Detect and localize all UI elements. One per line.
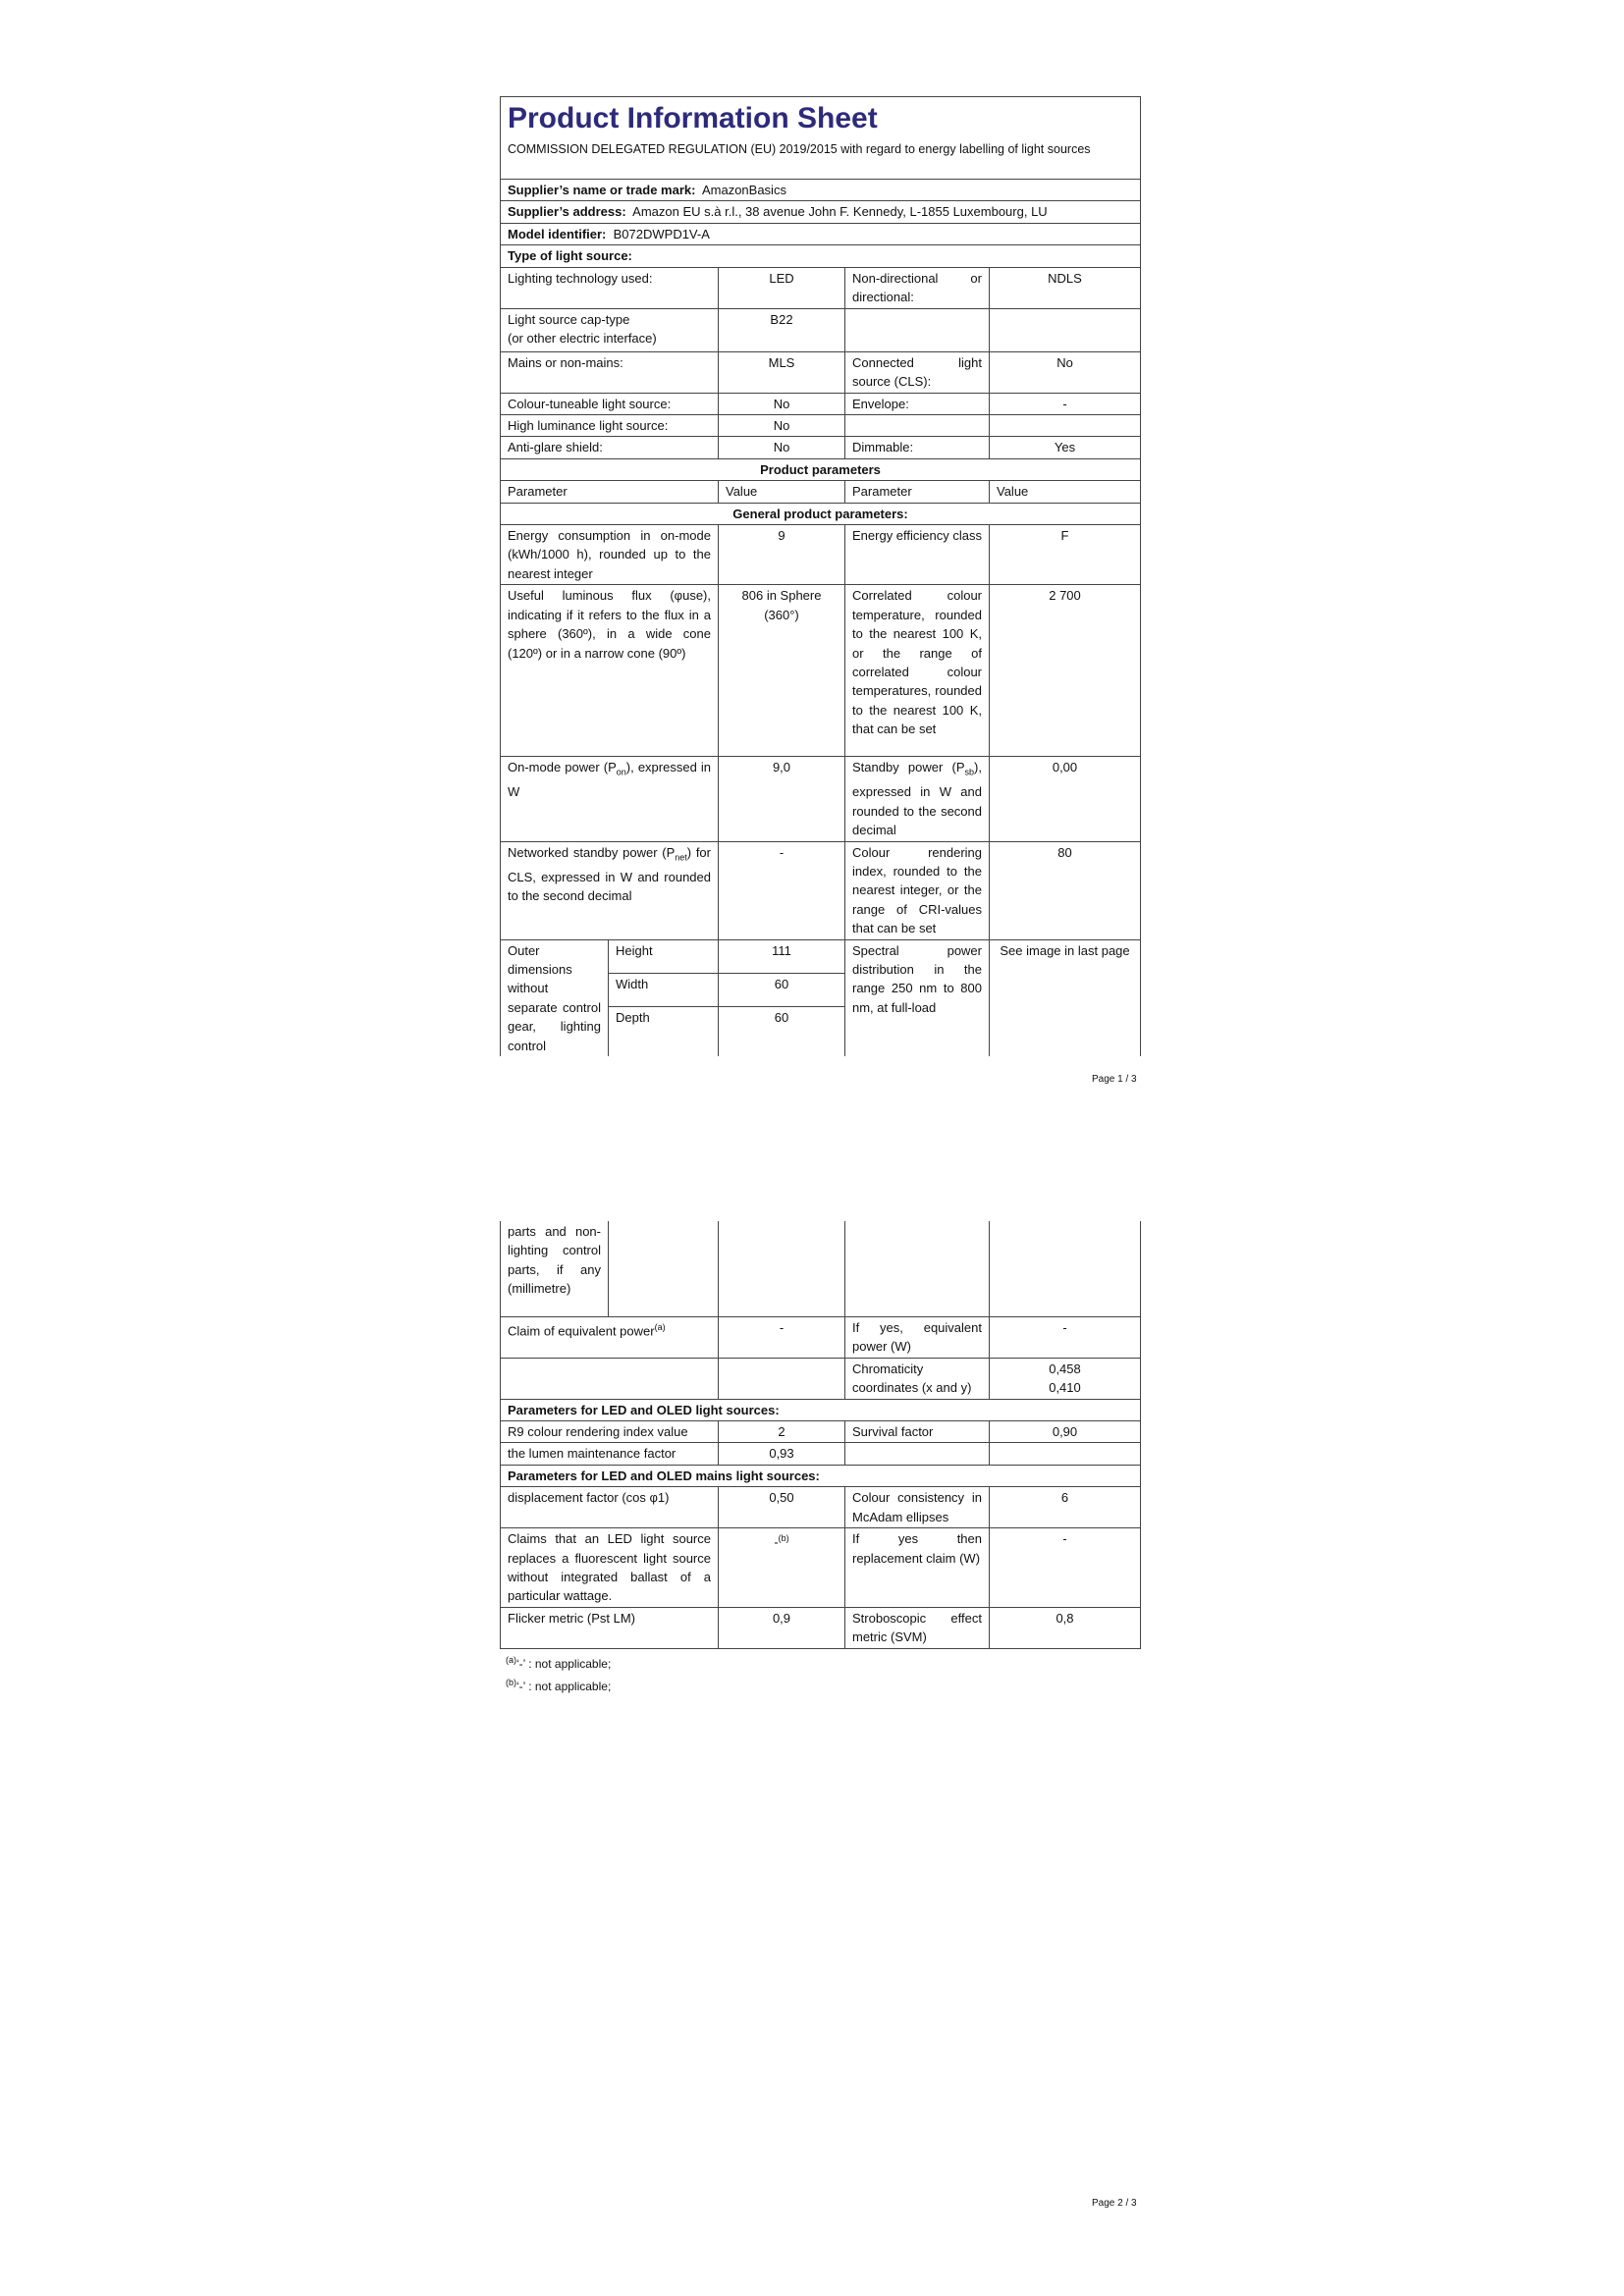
on-mode-power-text: On-mode power (P [508, 760, 617, 775]
address-label: Supplier’s address: [508, 204, 626, 220]
empty-cell [501, 1358, 719, 1399]
empty-cell [990, 308, 1141, 351]
directional-value: NDLS [990, 267, 1141, 308]
equivalent-power-label [501, 1316, 719, 1358]
r9-value: 2 [719, 1420, 845, 1442]
footnote-a [506, 1651, 611, 1674]
product-info-table-page-1 [500, 96, 1141, 1056]
standby-subscript: sb [964, 767, 975, 777]
table-row [501, 308, 1141, 351]
survival-label: Survival factor [845, 1420, 990, 1442]
col-header-parameter-2: Parameter [845, 481, 990, 503]
mains-value: MLS [719, 351, 845, 393]
r9-label: R9 colour rendering index value [501, 1420, 719, 1442]
supplier-value: AmazonBasics [701, 183, 786, 197]
footnote-a-marker: (a) [654, 1321, 666, 1332]
high-luminance-value: No [719, 415, 845, 437]
high-luminance-label: High luminance light source: [501, 415, 719, 437]
standby-power-text-2: ), expressed in W and rounded to the second decimal [852, 760, 982, 838]
cri-value: 80 [990, 841, 1141, 939]
footnote-a-sup: (a) [506, 1655, 516, 1665]
chromaticity-y: 0,410 [1049, 1379, 1081, 1395]
page-title: Product Information Sheet [508, 102, 878, 134]
survival-value: 0,90 [990, 1420, 1141, 1442]
col-header-parameter: Parameter [501, 481, 719, 503]
empty-cell [845, 1443, 990, 1465]
table-row [501, 437, 1141, 458]
tech-value: LED [719, 267, 845, 308]
depth-label: Depth [609, 1007, 719, 1056]
type-heading: Type of light source: [501, 245, 1141, 267]
col-header-value-2: Value [990, 481, 1141, 503]
networked-standby-text: Networked standby power (P [508, 844, 676, 860]
page-number-1: Page 1 / 3 [1092, 1074, 1137, 1085]
cri-label: Colour rendering index, rounded to the nearest integer, or the range of CRI-values that can be set [845, 841, 990, 939]
replacement-watt-value: - [990, 1528, 1141, 1608]
standby-power-value: 0,00 [990, 757, 1141, 841]
cls-label: Connected light source (CLS): [845, 351, 990, 393]
empty-cell [845, 308, 990, 351]
table-row [501, 585, 1141, 757]
footnote-b-sup: (b) [506, 1678, 516, 1687]
table-row [501, 393, 1141, 414]
depth-value: 60 [719, 1007, 845, 1056]
standby-power-text: Standby power (P [852, 760, 965, 775]
spectral-distribution-value: See image in last page [990, 939, 1141, 1056]
colour-temperature-label: Correlated colour temperature, rounded to the nearest 100 K, or the range of correlated colour temperatures, rounded to the nearest 100 K, that can be set [845, 585, 990, 757]
supplier-row [501, 180, 1141, 201]
cap-label [501, 308, 719, 351]
page-2-sheet [500, 1221, 1140, 1649]
product-parameters-heading: Product parameters [501, 458, 1141, 480]
empty-cell [990, 1443, 1141, 1465]
colour-tuneable-label: Colour-tuneable light source: [501, 393, 719, 414]
cap-label-line2: (or other electric interface) [508, 331, 657, 347]
table-row [501, 267, 1141, 308]
empty-cell [719, 1221, 845, 1316]
envelope-label: Envelope: [845, 393, 990, 414]
col-header-value: Value [719, 481, 845, 503]
anti-glare-label: Anti-glare shield: [501, 437, 719, 458]
cls-value: No [990, 351, 1141, 393]
supplier-label: Supplier’s name or trade mark: [508, 183, 696, 197]
led-replacement-claim-value [719, 1528, 845, 1608]
table-row [501, 1358, 1141, 1399]
standby-power-label [845, 757, 990, 841]
empty-cell [609, 1221, 719, 1316]
product-info-table-page-2 [500, 1221, 1141, 1649]
empty-cell [845, 1221, 990, 1316]
height-value: 111 [719, 939, 845, 973]
equivalent-watt-label: If yes, equivalent power (W) [845, 1316, 990, 1358]
mains-parameters-heading: Parameters for LED and OLED mains light sources: [501, 1465, 1141, 1486]
table-row [501, 1316, 1141, 1358]
efficiency-class-value: F [990, 525, 1141, 585]
page-number-2: Page 2 / 3 [1092, 2198, 1137, 2209]
footnote-b-marker: (b) [778, 1533, 789, 1544]
cap-label-line1: Light source cap-type [508, 311, 630, 327]
table-row [501, 1221, 1141, 1316]
empty-cell [990, 415, 1141, 437]
table-row [501, 1443, 1141, 1465]
empty-cell [990, 1221, 1141, 1316]
model-label: Model identifier: [508, 226, 607, 241]
table-row [501, 351, 1141, 393]
led-replacement-claim-label: Claims that an LED light source replaces a fluorescent light source without integrated ballast of a particular wattage. [501, 1528, 719, 1608]
networked-standby-text-2: ) for CLS, expressed in W and rounded to the second decimal [508, 844, 711, 903]
on-mode-power-label [501, 757, 719, 841]
led-replacement-value-text: - [774, 1534, 779, 1550]
colour-tuneable-value: No [719, 393, 845, 414]
led-parameters-heading: Parameters for LED and OLED light sources: [501, 1399, 1141, 1420]
page-1-sheet [500, 96, 1140, 1056]
chromaticity-value [990, 1358, 1141, 1399]
footnote-a-text: ‘-’ : not applicable; [516, 1657, 612, 1671]
flicker-value: 0,9 [719, 1607, 845, 1648]
empty-cell [719, 1358, 845, 1399]
energy-consumption-value: 9 [719, 525, 845, 585]
displacement-factor-label: displacement factor (cos φ1) [501, 1487, 719, 1528]
equivalent-power-value: - [719, 1316, 845, 1358]
table-row [501, 525, 1141, 585]
spectral-distribution-label: Spectral power distribution in the range 250 nm to 800 nm, at full-load [845, 939, 990, 1056]
lumen-maintenance-label: the lumen maintenance factor [501, 1443, 719, 1465]
general-parameters-heading: General product parameters: [501, 503, 1141, 524]
energy-consumption-label: Energy consumption in on-mode (kWh/1000 h), rounded up to the nearest integer [501, 525, 719, 585]
networked-subscript: net [675, 852, 687, 863]
dimmable-label: Dimmable: [845, 437, 990, 458]
outer-dimensions-label-cont: parts and non-lighting control parts, if any (millimetre) [501, 1221, 609, 1316]
tech-label: Lighting technology used: [501, 267, 719, 308]
replacement-watt-label: If yes then replacement claim (W) [845, 1528, 990, 1608]
luminous-flux-label: Useful luminous flux (φuse), indicating if it refers to the flux in a sphere (360º), in a wide cone (120º) or in a narrow cone (90º) [501, 585, 719, 757]
chromaticity-label: Chromaticity coordinates (x and y) [845, 1358, 990, 1399]
table-row [501, 1607, 1141, 1648]
envelope-value: - [990, 393, 1141, 414]
table-row [501, 1487, 1141, 1528]
column-header-row [501, 481, 1141, 503]
colour-temperature-value: 2 700 [990, 585, 1141, 757]
footnote-b-text: ‘-’ : not applicable; [516, 1680, 612, 1693]
anti-glare-value: No [719, 437, 845, 458]
colour-consistency-value: 6 [990, 1487, 1141, 1528]
luminous-flux-value: 806 in Sphere (360°) [719, 585, 845, 757]
model-value: B072DWPD1V-A [613, 226, 710, 241]
flicker-label: Flicker metric (Pst LM) [501, 1607, 719, 1648]
table-row [501, 939, 1141, 973]
address-row [501, 201, 1141, 223]
empty-cell [845, 415, 990, 437]
model-row [501, 223, 1141, 244]
footnote-b [506, 1674, 611, 1696]
footnotes [506, 1651, 611, 1696]
regulation-subtitle: COMMISSION DELEGATED REGULATION (EU) 2019/2015 with regard to energy labelling of light sources [508, 142, 1091, 156]
lumen-maintenance-value: 0,93 [719, 1443, 845, 1465]
stroboscopic-value: 0,8 [990, 1607, 1141, 1648]
mains-label: Mains or non-mains: [501, 351, 719, 393]
table-row [501, 415, 1141, 437]
cap-value: B22 [719, 308, 845, 351]
table-row [501, 1420, 1141, 1442]
equivalent-watt-value: - [990, 1316, 1141, 1358]
displacement-factor-value: 0,50 [719, 1487, 845, 1528]
efficiency-class-label: Energy efficiency class [845, 525, 990, 585]
width-value: 60 [719, 974, 845, 1007]
table-row [501, 757, 1141, 841]
table-row [501, 841, 1141, 939]
height-label: Height [609, 939, 719, 973]
address-value: Amazon EU s.à r.l., 38 avenue John F. Kennedy, L-1855 Luxembourg, LU [632, 204, 1048, 220]
on-mode-power-value: 9,0 [719, 757, 845, 841]
chromaticity-x: 0,458 [1049, 1361, 1081, 1376]
table-row [501, 1528, 1141, 1608]
dimmable-value: Yes [990, 437, 1141, 458]
colour-consistency-label: Colour consistency in McAdam ellipses [845, 1487, 990, 1528]
equivalent-power-text: Claim of equivalent power [508, 1322, 655, 1338]
on-mode-power-text-2: ), expressed in W [508, 760, 712, 800]
outer-dimensions-label: Outer dimensions without separate control gear, lighting control [501, 939, 609, 1056]
on-mode-subscript: on [616, 767, 626, 777]
width-label: Width [609, 974, 719, 1007]
stroboscopic-label: Stroboscopic effect metric (SVM) [845, 1607, 990, 1648]
networked-standby-label [501, 841, 719, 939]
networked-standby-value: - [719, 841, 845, 939]
directional-label: Non-directional or directional: [845, 267, 990, 308]
